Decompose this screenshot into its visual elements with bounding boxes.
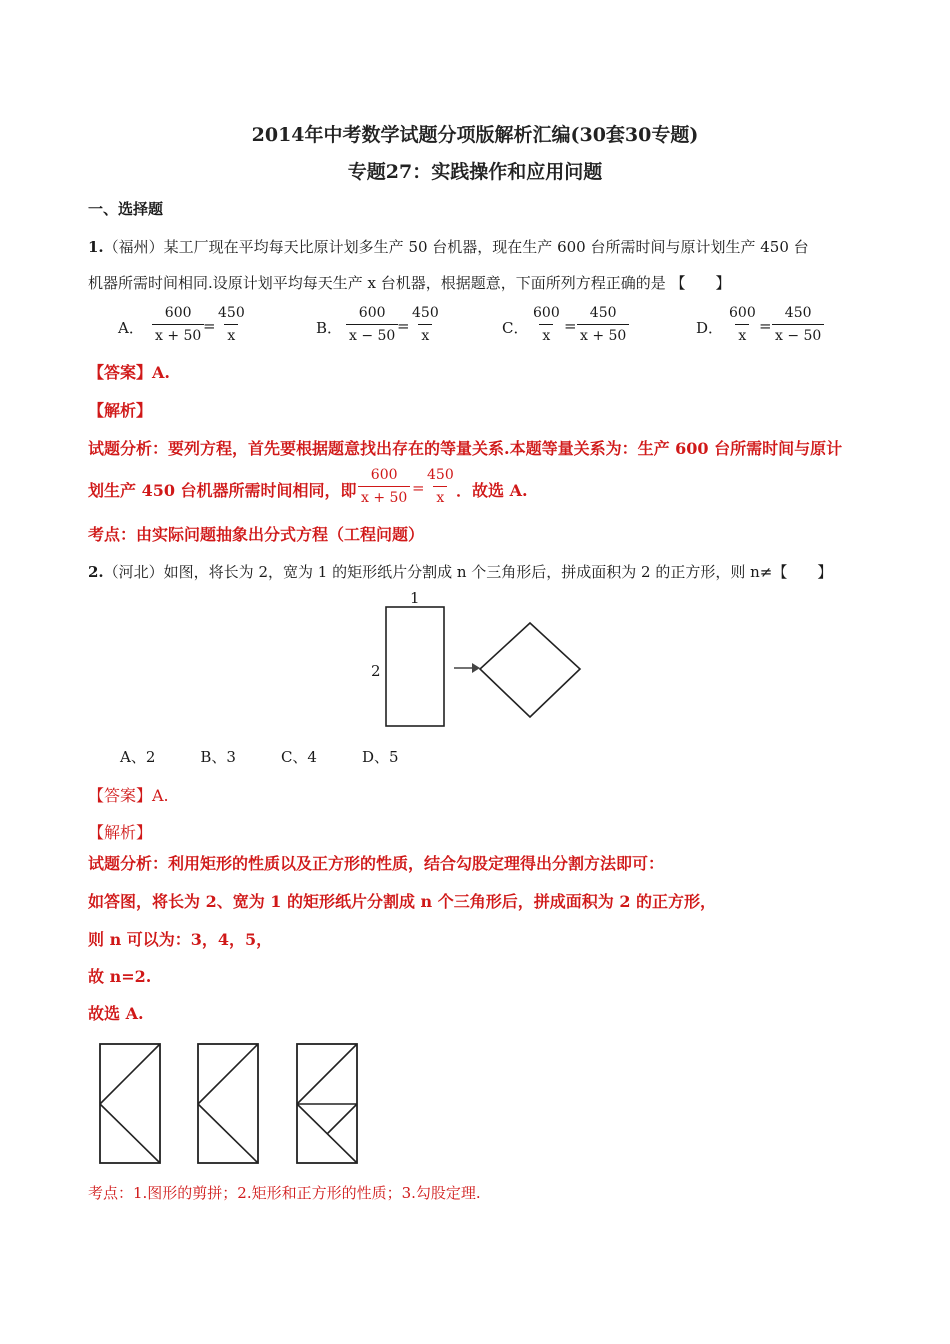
- numerator: 450: [412, 305, 439, 321]
- analysis-line-1: 试题分析：利用矩形的性质以及正方形的性质，结合勾股定理得出分割方法即可：: [88, 854, 665, 873]
- analysis-line-5: 故选 A.: [88, 1004, 144, 1023]
- kaodian: 考点：1.图形的剪拼；2.矩形和正方形的性质；3.勾股定理.: [88, 1184, 481, 1202]
- equals-sign: =: [412, 479, 425, 497]
- analysis-fraction-left: [358, 468, 410, 505]
- denominator: x + 50: [358, 486, 410, 505]
- denominator: x − 50: [346, 324, 398, 343]
- analysis-line-2: 如答图，将长为 2、宽为 1 的矩形纸片分割成 n 个三角形后，拼成面积为 2 的正方形，: [88, 892, 717, 911]
- dissection-figure-n4: [196, 1042, 262, 1166]
- equals-sign: =: [759, 317, 772, 335]
- question-2-options: A、2 B、3 C、4 D、5: [120, 748, 399, 766]
- denominator: x + 50: [152, 324, 204, 343]
- denominator: x − 50: [772, 324, 824, 343]
- analysis-text-line2: 划生产 450 台机器所需时间相同，即: [88, 481, 357, 500]
- question-text: （河北）如图，将长为 2，宽为 1 的矩形纸片分割成 n 个三角形后，拼成面积为 2 的正方形，则 n≠【 】: [103, 563, 833, 581]
- figure-width-label: 1: [410, 589, 420, 607]
- kaodian: 考点：由实际问题抽象出分式方程（工程问题）: [88, 525, 425, 544]
- question-2: [88, 561, 832, 582]
- analysis-text: 试题分析：要列方程，首先要根据题意找出存在的等量关系.本题等量关系为：生产 600 台所需时间与原计: [88, 439, 843, 458]
- question-number: 1.: [88, 238, 104, 256]
- document-title: 2014年中考数学试题分项版解析汇编(30套30专题): [251, 124, 699, 146]
- equals-sign: =: [564, 317, 577, 335]
- analysis-fraction-right: [424, 468, 457, 505]
- option-label: B．: [316, 319, 343, 337]
- option-label: C．: [502, 319, 529, 337]
- fraction-left: [726, 306, 759, 343]
- denominator: x: [418, 324, 432, 343]
- fraction-right: [577, 306, 629, 343]
- analysis-conclusion: ．故选 A.: [456, 481, 528, 500]
- option-label: A．: [118, 319, 144, 337]
- denominator: x: [539, 324, 553, 343]
- analysis-heading: 【解析】: [88, 823, 153, 842]
- question-text: （福州）某工厂现在平均每天比原计划多生产 50 台机器，现在生产 600 台所需时间与原计划生产 450 台: [103, 238, 809, 256]
- document-subtitle: 专题27：实践操作和应用问题: [347, 161, 603, 183]
- analysis-line-3: 则 n 可以为：3，4，5，: [88, 930, 273, 949]
- rectangle: [386, 607, 444, 726]
- fraction-right: [409, 306, 442, 343]
- fraction-left: [346, 306, 398, 343]
- numerator: 450: [784, 305, 812, 321]
- denominator: x: [735, 324, 749, 343]
- arrow-icon: [472, 663, 480, 673]
- option-label: D．: [696, 319, 724, 337]
- equals-sign: =: [203, 317, 216, 335]
- numerator: 600: [370, 467, 398, 483]
- numerator: 600: [533, 305, 560, 321]
- numerator: 450: [218, 305, 245, 321]
- answer-label: 【答案】A.: [88, 363, 170, 382]
- question-1: [88, 236, 809, 257]
- square: [480, 623, 580, 717]
- numerator: 600: [729, 305, 756, 321]
- dissection-figure-n3: [98, 1042, 164, 1166]
- answer-label: 【答案】A.: [88, 786, 169, 805]
- fraction-left: [152, 306, 204, 343]
- rectangle-to-square-figure: [380, 605, 600, 735]
- numerator: 600: [164, 305, 192, 321]
- analysis-line-4: 故 n=2.: [88, 967, 152, 986]
- equals-sign: =: [397, 317, 410, 335]
- figure-height-label: 2: [371, 662, 381, 680]
- numerator: 450: [427, 467, 454, 483]
- denominator: x + 50: [577, 324, 629, 343]
- denominator: x: [433, 486, 447, 505]
- dissection-figure-n5: [295, 1042, 361, 1166]
- question-1-line2: 机器所需时间相同.设原计划平均每天生产 x 台机器，根据题意，下面所列方程正确的是 【 】: [88, 274, 731, 292]
- question-number: 2.: [88, 563, 104, 581]
- numerator: 450: [589, 305, 617, 321]
- numerator: 600: [358, 305, 386, 321]
- fraction-right: [772, 306, 824, 343]
- denominator: x: [224, 324, 238, 343]
- fraction-right: [215, 306, 248, 343]
- analysis-heading: 【解析】: [88, 401, 153, 420]
- fraction-left: [530, 306, 563, 343]
- section-heading: 一、选择题: [88, 200, 164, 218]
